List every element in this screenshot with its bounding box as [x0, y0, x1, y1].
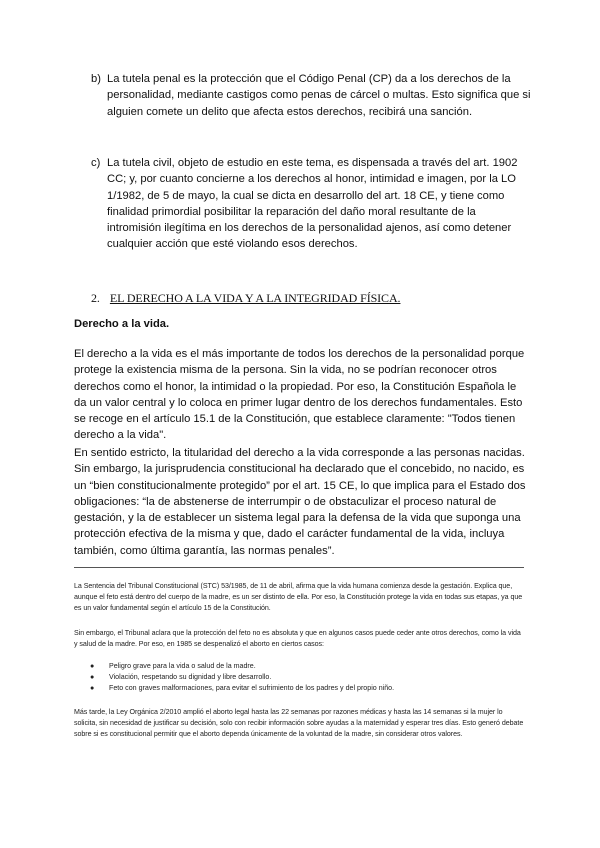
bullet-icon: ●: [90, 684, 95, 692]
subheading: Derecho a la vida.: [74, 318, 170, 330]
section-title: EL DERECHO A LA VIDA Y A LA INTEGRIDAD FÍSICA.: [109, 291, 401, 305]
section-number: 2.: [91, 291, 100, 305]
list-item-b: [91, 71, 531, 120]
list-item-text: La tutela civil, objeto de estudio en este tema, es dispensada a través del art. 1902 CC; y, por cuanto concierne a los derechos al honor, intimidad e imagen, por la LO 1/1982, de 5 de mayo, la cual se dicta en desarrollo del art. 18 CE, y tiene como finalidad primordial posibilitar la reparación del daño moral resultante de la intromisión ilegítima en los derechos de la personalidad ajenos, así como detener cualquier acción que esté violando esos derechos.: [107, 157, 518, 251]
list-item-c: [91, 155, 531, 253]
bullet-icon: ●: [90, 673, 95, 681]
footnote-list-item: ● Feto con graves malformaciones, para evitar el sufrimiento de los padres y del propio niño.: [90, 684, 395, 692]
footnote-list-item: ● Peligro grave para la vida o salud de la madre.: [90, 662, 256, 670]
list-marker: c): [91, 157, 101, 169]
footnote-paragraph: La Sentencia del Tribunal Constitucional (STC) 53/1985, de 11 de abril, afirma que la vida humana comienza desde la gestación. Explica que, aunque el feto está dentro del cuerpo de la madre, es un ser distinto de ella. Por eso, la Constitución protege la vida en todas sus etapas, ya que es un valor fundamental según el artículo 15 de la Constitución.: [74, 582, 523, 612]
bullet-icon: ●: [90, 662, 95, 670]
list-marker: b): [91, 73, 101, 85]
footnote-paragraph: Más tarde, la Ley Orgánica 2/2010 amplió el aborto legal hasta las 22 semanas por razones médicas y hasta las 14 semanas si la mujer lo solicita, sin necesidad de justificar su decisión, solo con recibir información sobre ayudas a la maternidad y esperar tres días. Esto generó debate sobre si es constitucional permitir que el aborto dependa únicamente de la voluntad de la madre, sin considerar otros valores.: [74, 708, 524, 738]
list-item-text: La tutela penal es la protección que el Código Penal (CP) da a los derechos de la personalidad, mediante castigos como penas de cárcel o multas. Esto significa que si alguien comete un delito que afecta estos derechos, recibirá una sanción.: [107, 73, 531, 118]
section-heading: [91, 291, 400, 306]
footnote-paragraph: Sin embargo, el Tribunal aclara que la protección del feto no es absoluta y que en algunos casos puede ceder ante otros derechos, como la vida y salud de la madre. Por eso, en 1985 se despenalizó el aborto en ciertos casos:: [74, 629, 521, 648]
footnote-separator: [74, 567, 524, 568]
body-paragraph: En sentido estricto, la titularidad del derecho a la vida corresponde a las personas nacidas. Sin embargo, la jurisprudencia constitucional ha declarado que el concebido, no nacido, es un “bien constitucionalmente protegido” por el art. 15 CE, lo que implica para el Estado dos obligaciones: “la de abstenerse de interrumpir o de obstaculizar el proceso natural de gestación, y la de establecer un sistema legal para la defensa de la vida que suponga una protección efectiva de la misma y que, dado el carácter fundamental de la vida, incluya también, como última garantía, las normas penales”.: [74, 447, 526, 557]
body-paragraph: El derecho a la vida es el más importante de todos los derechos de la personalidad porque protege la existencia misma de la persona. Sin la vida, no se podrían reconocer otros derechos como el honor, la intimidad o la propiedad. Por eso, la Constitución Española le da un valor central y lo coloca en primer lugar dentro de los derechos fundamentales. Esto se recoge en el artículo 15.1 de la Constitución, que establece claramente: "Todos tienen derecho a la vida".: [74, 348, 525, 442]
footnote-list-item: ● Violación, respetando su dignidad y libre desarrollo.: [90, 673, 272, 681]
footnote-list: [90, 661, 520, 694]
